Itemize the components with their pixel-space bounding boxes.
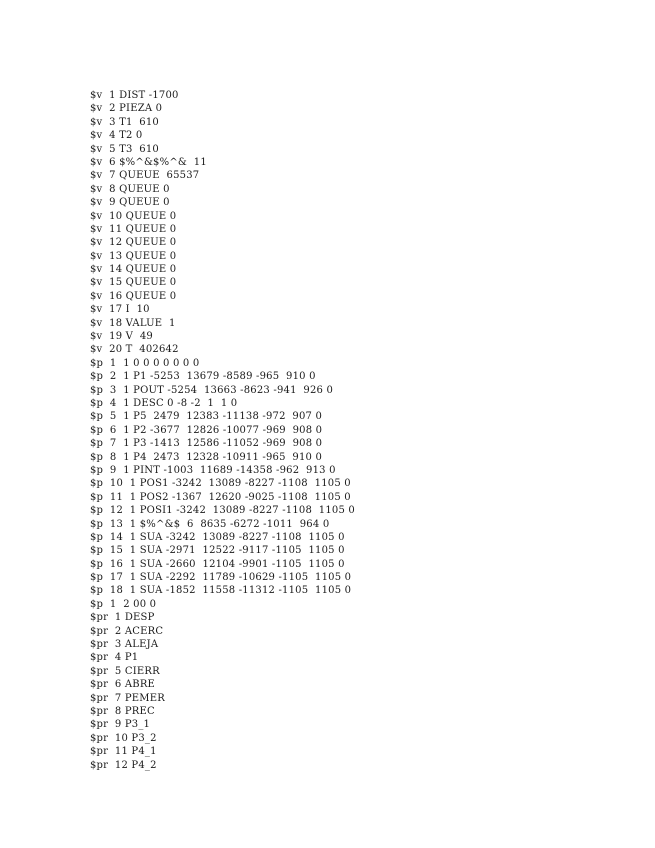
listing-line: $pr 9 P3_1 [90, 719, 151, 731]
listing-line: $p 11 1 POS2 -1367 12620 -9025 -1108 1105 0 [90, 491, 351, 503]
listing-line: $v 20 T 402642 [90, 344, 179, 356]
listing-line: $p 9 1 PINT -1003 11689 -14358 -962 913 0 [90, 464, 336, 476]
listing-line: $pr 8 PREC [90, 705, 155, 717]
listing-line: $p 4 1 DESC 0 -8 -2 1 1 0 [90, 397, 238, 409]
listing-line: $p 13 1 $%^&$ 6 8635 -6272 -1011 964 0 [90, 518, 330, 530]
listing-line: $v 17 I 10 [90, 304, 150, 316]
listing-line: $v 6 $%^&$%^& 11 [90, 156, 207, 168]
listing-line: $pr 3 ALEJA [90, 639, 159, 651]
listing-line: $pr 5 CIERR [90, 665, 160, 677]
listing-line: $v 3 T1 610 [90, 116, 159, 128]
listing-line: $p 18 1 SUA -1852 11558 -11312 -1105 1105 0 [90, 585, 352, 597]
listing-line: $v 19 V 49 [90, 331, 153, 343]
listing-line: $pr 4 P1 [90, 652, 139, 664]
listing-line: $v 18 VALUE 1 [90, 317, 176, 329]
listing-line: $pr 7 PEMER [90, 692, 165, 704]
listing-line: $pr 2 ACERC [90, 625, 164, 637]
listing-line: $v 16 QUEUE 0 [90, 290, 177, 302]
listing-line: $p 5 1 P5 2479 12383 -11138 -972 907 0 [90, 411, 323, 423]
listing-line: $v 1 DIST -1700 [90, 90, 179, 101]
listing-line: $pr 1 DESP [90, 612, 155, 624]
listing-line: $v 12 QUEUE 0 [90, 237, 177, 249]
listing-line: $pr 10 P3_2 [90, 732, 157, 744]
listing-line: $p 2 1 P1 -5253 13679 -8589 -965 910 0 [90, 371, 316, 383]
listing-line: $p 15 1 SUA -2971 12522 -9117 -1105 1105 0 [90, 545, 345, 557]
listing-line: $v 8 QUEUE 0 [90, 183, 170, 195]
listing-line: $v 13 QUEUE 0 [90, 250, 177, 262]
listing-line: $v 10 QUEUE 0 [90, 210, 177, 222]
listing-line: $p 12 1 POSI1 -3242 13089 -8227 -1108 1105 0 [90, 505, 355, 517]
listing-line: $v 14 QUEUE 0 [90, 264, 177, 276]
listing-line: $p 14 1 SUA -3242 13089 -8227 -1108 1105 0 [90, 531, 345, 543]
listing-line: $p 8 1 P4 2473 12328 -10911 -965 910 0 [90, 451, 323, 463]
listing-line: $p 1 1 0 0 0 0 0 0 0 [90, 357, 200, 369]
listing-line: $v 9 QUEUE 0 [90, 197, 170, 209]
listing-line: $p 1 2 00 0 [90, 598, 157, 610]
listing-line: $v 2 PIEZA 0 [90, 103, 163, 115]
listing-line: $pr 6 ABRE [90, 679, 156, 691]
listing-line: $pr 11 P4_1 [90, 746, 157, 758]
listing-line: $v 15 QUEUE 0 [90, 277, 177, 289]
listing-line: $p 7 1 P3 -1413 12586 -11052 -969 908 0 [90, 438, 323, 450]
listing-line: $p 6 1 P2 -3677 12826 -10077 -969 908 0 [90, 424, 323, 436]
listing-line: $p 3 1 POUT -5254 13663 -8623 -941 926 0 [90, 384, 334, 396]
listing-line: $p 17 1 SUA -2292 11789 -10629 -1105 1105 0 [90, 572, 352, 584]
listing-line: $p 16 1 SUA -2660 12104 -9901 -1105 1105 0 [90, 558, 345, 570]
listing-line: $v 7 QUEUE 65537 [90, 170, 200, 182]
listing-line: $pr 12 P4_2 [90, 759, 157, 771]
variable-listing [90, 89, 630, 772]
listing-line: $v 5 T3 610 [90, 143, 159, 155]
listing-line: $v 11 QUEUE 0 [90, 223, 177, 235]
listing-line: $v 4 T2 0 [90, 130, 143, 142]
listing-line: $p 10 1 POS1 -3242 13089 -8227 -1108 1105 0 [90, 478, 351, 490]
